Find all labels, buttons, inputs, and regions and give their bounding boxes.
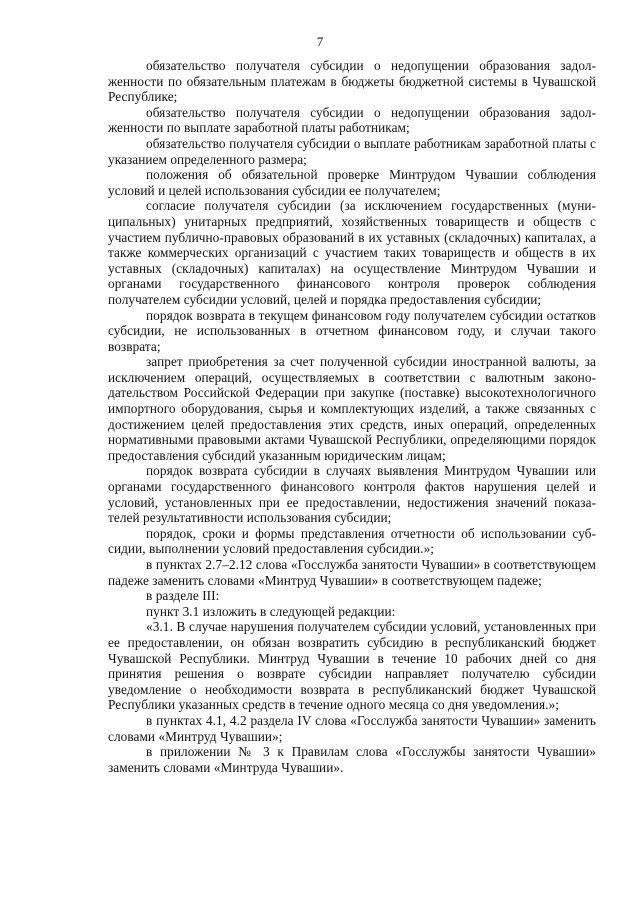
paragraph: в разделе III: xyxy=(146,588,220,604)
document-body xyxy=(108,58,596,775)
paragraph: в пунктах 4.1, 4.2 раздела IV слова «Госслужба занятости Чувашии» заменить словами «Минтруд Чувашии»; xyxy=(108,712,596,744)
paragraph: в пунктах 2.7–2.12 слова «Госслужба занятости Чувашии» в соответствующем падеже заменить словами «Минтруд Чувашии» в соответствующем падеже; xyxy=(108,557,596,588)
paragraph: запрет приобретения за счет полученной субсидии иностранной валюты, за исключением операций, осуществляемых в соответствии с валютным законодательством Российской Федерации при закупке (поставке) высокотехнологичного импортного оборудования, сырья и комплектующих изделий, а также связанных с достижением целей предоставления этих средств, иных операций, определенных нормативными правовыми актами Чувашской Республики, определяющими порядок предоставления субсидий указанным юридическим лицам; xyxy=(108,354,596,463)
page-number: 7 xyxy=(316,34,324,49)
paragraph: обязательство получателя субсидии о недопущении образования задолженности по выплате заработной платы работникам; xyxy=(108,104,596,136)
paragraph: порядок возврата в текущем финансовом году получателем субсидии остатков субсидии, не использованных в отчетном финансовом году, и случаи такого возврата; xyxy=(108,307,596,354)
paragraph: обязательство получателя субсидии о недопущении образования задолженности по обязательным платежам в бюджеты бюджетной системы в Чувашской Республике; xyxy=(108,58,596,105)
paragraph: порядок, сроки и формы представления отчетности об использовании субсидии, выполнении условий предоставления субсидии.»; xyxy=(108,525,596,557)
paragraph: пункт 3.1 изложить в следующей редакции: xyxy=(146,603,396,619)
paragraph: в приложении № 3 к Правилам слова «Госслужбы занятости Чувашии» заменить словами «Минтруда Чувашии». xyxy=(108,744,596,775)
paragraph: согласие получателя субсидии (за исключением государственных (муниципальных) унитарных предприятий, хозяйственных товариществ и обществ с участием публично-правовых образований в их уставных (складочных) капиталах, а также коммерческих организаций с участием таких товариществ и обществ в их уставных (складочных) капиталах) на осуществление Минтрудом Чувашии и органами государственного финансового контроля проверок соблюдения получателем субсидии условий, целей и порядка предоставления субсидии; xyxy=(108,198,596,307)
paragraph: положения об обязательной проверке Минтрудом Чувашии соблюдения условий и целей использования субсидии ее получателем; xyxy=(108,167,596,198)
paragraph: «3.1. В случае нарушения получателем субсидии условий, установленных при ее предоставлении, он обязан возвратить субсидию в республиканский бюджет Чувашской Республики. Минтруд Чувашии в течение 10 рабочих дней со дня принятия решения о возврате субсидии направляет получателю субсидии уведомление о необходимости возврата в республиканский бюджет Чувашской Республики указанных средств в течение одного месяца со дня уведомления.»; xyxy=(108,619,596,713)
paragraph: обязательство получателя субсидии о выплате работникам заработной платы с указанием определенного размера; xyxy=(108,135,596,167)
paragraph: порядок возврата субсидии в случаях выявления Минтрудом Чувашии или органами государственного финансового контроля фактов нарушения целей и условий, установленных при ее предоставлении, недостижения значений показателей результативности использования субсидии; xyxy=(108,463,596,526)
